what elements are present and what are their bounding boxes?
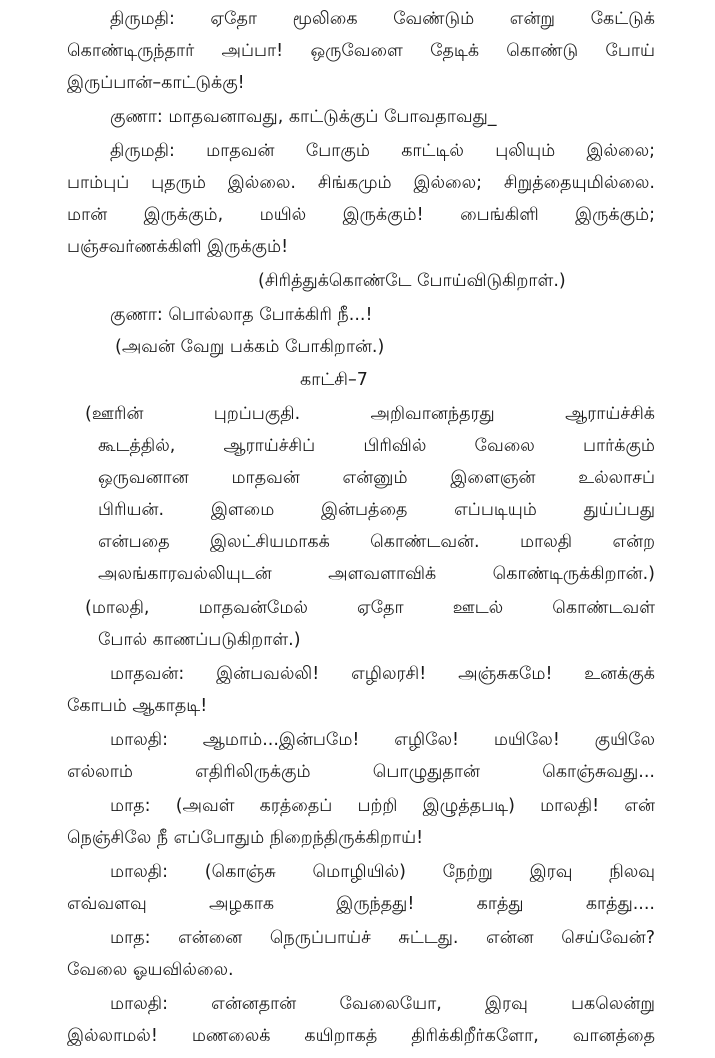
text-line: திருமதி: மாதவன் போகும் காட்டில் புலியும் இல்லை;: [110, 141, 655, 161]
text-line: பிரியன். இளமை இன்பத்தை எப்படியும் துய்ப்பது: [98, 500, 655, 520]
text-line: இல்லாமல்! மணலைக் கயிறாகத் திரிக்கிறீர்களோ, வானத்தை: [67, 1026, 655, 1046]
scene-heading: காட்சி–7: [300, 370, 368, 390]
text-line: கூடத்தில், ஆராய்ச்சிப் பிரிவில் வேலை பார்க்கும்: [98, 436, 655, 456]
text-line: அலங்காரவல்லியுடன் அளவளாவிக் கொண்டிருக்கிறான்.): [98, 564, 655, 584]
text-line: பாம்புப் புதரும் இல்லை. சிங்கமும் இல்லை; சிறுத்தையுமில்லை.: [67, 173, 655, 193]
text-line: பஞ்சவர்ணக்கிளி இருக்கும்!: [67, 237, 289, 257]
stage-direction: (அவன் வேறு பக்கம் போகிறான்.): [115, 337, 385, 357]
text-line: குணா: மாதவனாவது, காட்டுக்குப் போவதாவது_: [110, 107, 497, 127]
text-line: என்பதை இலட்சியமாகக் கொண்டவன். மாலதி என்ற: [98, 532, 655, 552]
text-line: வேலை ஓயவில்லை.: [67, 960, 234, 980]
text-line: மாலதி: என்னதான் வேலையோ, இரவு பகலென்று: [110, 994, 655, 1014]
stage-direction: (சிரித்துக்கொண்டே போய்விடுகிறாள்.): [258, 271, 566, 291]
text-line: இருப்பான்–காட்டுக்கு!: [67, 73, 245, 93]
text-line: (ஊரின் புறப்பகுதி. அறிவானந்தரது ஆராய்ச்சிக்: [85, 404, 655, 424]
text-line: மாதவன்: இன்பவல்லி! எழிலரசி! அஞ்சுகமே! உனக்குக்: [110, 664, 655, 684]
text-line: திருமதி: ஏதோ மூலிகை வேண்டும் என்று கேட்டுக்: [110, 9, 655, 29]
text-line: மாத: (அவள் கரத்தைப் பற்றி இழுத்தபடி) மாலதி! என்: [110, 796, 655, 816]
text-line: மான் இருக்கும், மயில் இருக்கும்! பைங்கிளி இருக்கும்;: [67, 205, 655, 225]
text-line: (மாலதி, மாதவன்மேல் ஏதோ ஊடல் கொண்டவள்: [85, 598, 655, 618]
text-line: நெஞ்சிலே நீ எப்போதும் நிறைந்திருக்கிறாய்!: [67, 828, 424, 848]
text-line: கொண்டிருந்தார் அப்பா! ஒருவேளை தேடிக் கொண்டு போய்: [67, 41, 655, 61]
text-line: ஒருவனான மாதவன் என்னும் இளைஞன் உல்லாசப்: [98, 468, 655, 488]
text-line: குணா: பொல்லாத போக்கிரி நீ...!: [110, 305, 373, 325]
text-line: மாலதி: (கொஞ்சு மொழியில்) நேற்று இரவு நிலவு: [110, 862, 655, 882]
text-line: போல் காணப்படுகிறாள்.): [98, 630, 301, 650]
text-line: மாத: என்னை நெருப்பாய்ச் சுட்டது. என்ன செய்வேன்?: [110, 928, 655, 948]
text-line: கோபம் ஆகாதடி!: [67, 696, 208, 716]
text-line: எல்லாம் எதிரிலிருக்கும் பொழுதுதான் கொஞ்சுவது...: [67, 762, 655, 782]
text-line: எவ்வளவு அழகாக இருந்தது! காத்து காத்து....: [67, 894, 655, 914]
text-line: மாலதி: ஆமாம்...இன்பமே! எழிலே! மயிலே! குயிலே: [110, 730, 655, 750]
